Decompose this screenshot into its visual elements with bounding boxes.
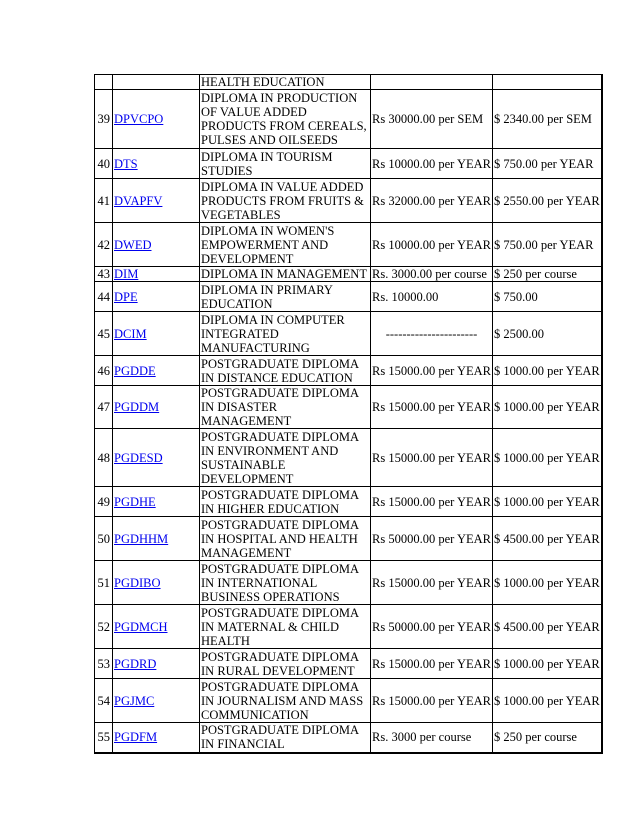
fee-usd: $ 1000.00 per YEAR xyxy=(492,561,601,605)
fee-inr: Rs. 10000.00 xyxy=(371,282,493,312)
programme-name: POSTGRADUATE DIPLOMA IN HIGHER EDUCATION xyxy=(200,487,371,517)
programme-code-cell xyxy=(113,149,200,179)
fee-inr: Rs 15000.00 per YEAR xyxy=(371,356,493,386)
fee-usd: $ 1000.00 per YEAR xyxy=(492,429,601,487)
table-row xyxy=(95,149,602,179)
programme-code-link[interactable]: DPE xyxy=(114,289,138,304)
fee-inr: Rs. 3000 per course xyxy=(371,723,493,753)
programme-code-link[interactable]: DCIM xyxy=(114,326,147,341)
table-body xyxy=(95,75,602,753)
programme-name: DIPLOMA IN WOMEN'S EMPOWERMENT AND DEVELOPMENT xyxy=(200,223,371,267)
programme-code-link[interactable]: PGDDE xyxy=(114,363,156,378)
table-row xyxy=(95,649,602,679)
programme-name: DIPLOMA IN MANAGEMENT xyxy=(200,267,371,282)
programme-code-link[interactable]: PGDHHM xyxy=(114,531,169,546)
programme-code-cell xyxy=(113,679,200,723)
programme-code-cell xyxy=(113,386,200,429)
fee-inr: Rs 50000.00 per YEAR xyxy=(371,517,493,561)
table-row xyxy=(95,223,602,267)
fee-usd: $ 2500.00 xyxy=(492,312,601,356)
table-row xyxy=(95,605,602,649)
fee-usd: $ 4500.00 per YEAR xyxy=(492,605,601,649)
programme-name: POSTGRADUATE DIPLOMA IN RURAL DEVELOPMENT xyxy=(200,649,371,679)
programme-code-cell xyxy=(113,223,200,267)
fee-usd: $ 750.00 xyxy=(492,282,601,312)
row-number: 49 xyxy=(95,487,113,517)
programme-name: POSTGRADUATE DIPLOMA IN MATERNAL & CHILD HEALTH xyxy=(200,605,371,649)
programme-name: POSTGRADUATE DIPLOMA IN ENVIRONMENT AND SUSTAINABLE DEVELOPMENT xyxy=(200,429,371,487)
row-number: 46 xyxy=(95,356,113,386)
programme-name: DIPLOMA IN PRODUCTION OF VALUE ADDED PRODUCTS FROM CEREALS, PULSES AND OILSEEDS xyxy=(200,90,371,149)
fee-inr: Rs 30000.00 per SEM xyxy=(371,90,493,149)
table-row xyxy=(95,179,602,223)
programme-code-cell xyxy=(113,561,200,605)
programme-code-link[interactable]: DTS xyxy=(114,156,138,171)
fee-usd: $ 2340.00 per SEM xyxy=(492,90,601,149)
programme-code-cell xyxy=(113,179,200,223)
row-number: 43 xyxy=(95,267,113,282)
programme-code-cell xyxy=(113,487,200,517)
row-number: 45 xyxy=(95,312,113,356)
programme-name: POSTGRADUATE DIPLOMA IN DISASTER MANAGEMENT xyxy=(200,386,371,429)
row-number: 50 xyxy=(95,517,113,561)
fee-inr: Rs 10000.00 per YEAR xyxy=(371,149,493,179)
programme-code-cell xyxy=(113,356,200,386)
row-number: 54 xyxy=(95,679,113,723)
fee-inr: Rs 15000.00 per YEAR xyxy=(371,649,493,679)
fee-usd: $ 2550.00 per YEAR xyxy=(492,179,601,223)
programme-code-link[interactable]: PGJMC xyxy=(114,693,155,708)
fee-usd: $ 250 per course xyxy=(492,267,601,282)
row-number: 51 xyxy=(95,561,113,605)
programme-code-link[interactable]: PGDFM xyxy=(114,730,158,745)
fee-inr: Rs. 3000.00 per course xyxy=(371,267,493,282)
programme-code-link[interactable]: DWED xyxy=(114,237,152,252)
programme-code-cell xyxy=(113,75,200,90)
programme-code-cell xyxy=(113,90,200,149)
fee-usd: $ 1000.00 per YEAR xyxy=(492,649,601,679)
fee-usd: $ 750.00 per YEAR xyxy=(492,149,601,179)
fee-usd: $ 1000.00 per YEAR xyxy=(492,487,601,517)
fee-inr: Rs 15000.00 per YEAR xyxy=(371,386,493,429)
programme-code-link[interactable]: PGDIBO xyxy=(114,575,161,590)
fee-usd: $ 4500.00 per YEAR xyxy=(492,517,601,561)
row-number: 41 xyxy=(95,179,113,223)
fee-usd: $ 1000.00 per YEAR xyxy=(492,356,601,386)
row-number: 42 xyxy=(95,223,113,267)
programme-code-link[interactable]: PGDESD xyxy=(114,450,163,465)
row-number xyxy=(95,75,113,90)
table-row xyxy=(95,679,602,723)
programme-name: DIPLOMA IN COMPUTER INTEGRATED MANUFACTURING xyxy=(200,312,371,356)
programme-code-link[interactable]: DIM xyxy=(114,267,139,281)
programme-code-cell xyxy=(113,282,200,312)
row-number: 47 xyxy=(95,386,113,429)
fee-inr: Rs 15000.00 per YEAR xyxy=(371,429,493,487)
programme-code-cell xyxy=(113,649,200,679)
fee-usd: $ 250 per course xyxy=(492,723,601,753)
table-row xyxy=(95,561,602,605)
fee-inr: Rs 50000.00 per YEAR xyxy=(371,605,493,649)
programme-name: DIPLOMA IN PRIMARY EDUCATION xyxy=(200,282,371,312)
programme-code-link[interactable]: PGDRD xyxy=(114,656,157,671)
table-row xyxy=(95,723,602,753)
table-row xyxy=(95,312,602,356)
programme-code-cell xyxy=(113,267,200,282)
fee-usd xyxy=(492,75,601,90)
row-number: 44 xyxy=(95,282,113,312)
row-number: 52 xyxy=(95,605,113,649)
fee-inr xyxy=(371,75,493,90)
table-row xyxy=(95,429,602,487)
row-number: 40 xyxy=(95,149,113,179)
programme-name: DIPLOMA IN VALUE ADDED PRODUCTS FROM FRUITS & VEGETABLES xyxy=(200,179,371,223)
row-number: 48 xyxy=(95,429,113,487)
programme-code-cell xyxy=(113,517,200,561)
programme-code-cell xyxy=(113,605,200,649)
fee-usd: $ 1000.00 per YEAR xyxy=(492,386,601,429)
programme-code-cell xyxy=(113,429,200,487)
programme-name: POSTGRADUATE DIPLOMA IN JOURNALISM AND MASS COMMUNICATION xyxy=(200,679,371,723)
row-number: 39 xyxy=(95,90,113,149)
programme-name: DIPLOMA IN TOURISM STUDIES xyxy=(200,149,371,179)
programme-name: HEALTH EDUCATION xyxy=(200,75,371,90)
fee-usd: $ 1000.00 per YEAR xyxy=(492,679,601,723)
fee-inr: Rs 15000.00 per YEAR xyxy=(371,561,493,605)
table-row xyxy=(95,282,602,312)
fee-usd: $ 750.00 per YEAR xyxy=(492,223,601,267)
table-row xyxy=(95,356,602,386)
table-row xyxy=(95,487,602,517)
fee-inr: Rs 15000.00 per YEAR xyxy=(371,487,493,517)
fee-inr: ---------------------- xyxy=(371,312,493,356)
row-number: 55 xyxy=(95,723,113,753)
fee-inr: Rs 32000.00 per YEAR xyxy=(371,179,493,223)
programme-code-cell xyxy=(113,723,200,753)
programme-name: POSTGRADUATE DIPLOMA IN FINANCIAL xyxy=(200,723,371,753)
programme-code-cell xyxy=(113,312,200,356)
fee-inr: Rs 15000.00 per YEAR xyxy=(371,679,493,723)
programme-fee-table xyxy=(94,74,603,754)
programme-code-link[interactable]: PGDMCH xyxy=(114,619,168,634)
fee-inr: Rs 10000.00 per YEAR xyxy=(371,223,493,267)
table-row xyxy=(95,267,602,282)
programme-code-link[interactable]: PGDHE xyxy=(114,494,156,509)
table-row xyxy=(95,517,602,561)
programme-code-link[interactable]: PGDDM xyxy=(114,400,160,414)
programme-name: POSTGRADUATE DIPLOMA IN INTERNATIONAL BUSINESS OPERATIONS xyxy=(200,561,371,605)
table-row xyxy=(95,90,602,149)
programme-code-link[interactable]: DPVCPO xyxy=(114,112,164,126)
programme-code-link[interactable]: DVAPFV xyxy=(114,193,163,208)
programme-name: POSTGRADUATE DIPLOMA IN DISTANCE EDUCATION xyxy=(200,356,371,386)
programme-name: POSTGRADUATE DIPLOMA IN HOSPITAL AND HEALTH MANAGEMENT xyxy=(200,517,371,561)
row-number: 53 xyxy=(95,649,113,679)
table-row xyxy=(95,386,602,429)
table-row xyxy=(95,75,602,90)
